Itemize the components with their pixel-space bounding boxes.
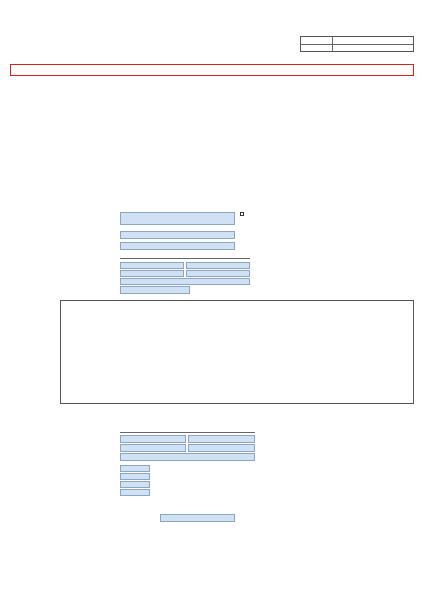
row-a-field[interactable] [120, 212, 235, 225]
row-d-field[interactable] [120, 286, 190, 294]
row-a-checkbox[interactable] [240, 212, 244, 216]
row-c-field-3[interactable] [120, 278, 250, 285]
section2-field-1b[interactable] [188, 435, 255, 443]
reference-field-2[interactable] [334, 45, 412, 51]
reference-field-1[interactable] [334, 37, 412, 43]
bottom1-field-1[interactable] [120, 465, 150, 472]
deadline-notice [10, 64, 414, 76]
section2-field-3[interactable] [120, 453, 255, 461]
reference-split [332, 36, 333, 52]
row-c-field-2b[interactable] [186, 270, 250, 277]
section2-field-1a[interactable] [120, 435, 186, 443]
bottom1-field-4[interactable] [120, 489, 150, 496]
section2-field-2b[interactable] [188, 444, 255, 452]
row-c-field-1b[interactable] [186, 262, 250, 269]
bottom1-field-3[interactable] [120, 481, 150, 488]
row-c-top-border [120, 258, 250, 259]
row-b-field-1[interactable] [120, 231, 235, 239]
section2-top-border [120, 432, 255, 433]
row-b-field-2[interactable] [120, 242, 235, 250]
section2-field-2a[interactable] [120, 444, 186, 452]
bottom1-field-2[interactable] [120, 473, 150, 480]
row-c-field-1a[interactable] [120, 262, 184, 269]
row-c-field-2a[interactable] [120, 270, 184, 277]
info-box [60, 300, 414, 404]
bottom2-field[interactable] [160, 514, 235, 522]
